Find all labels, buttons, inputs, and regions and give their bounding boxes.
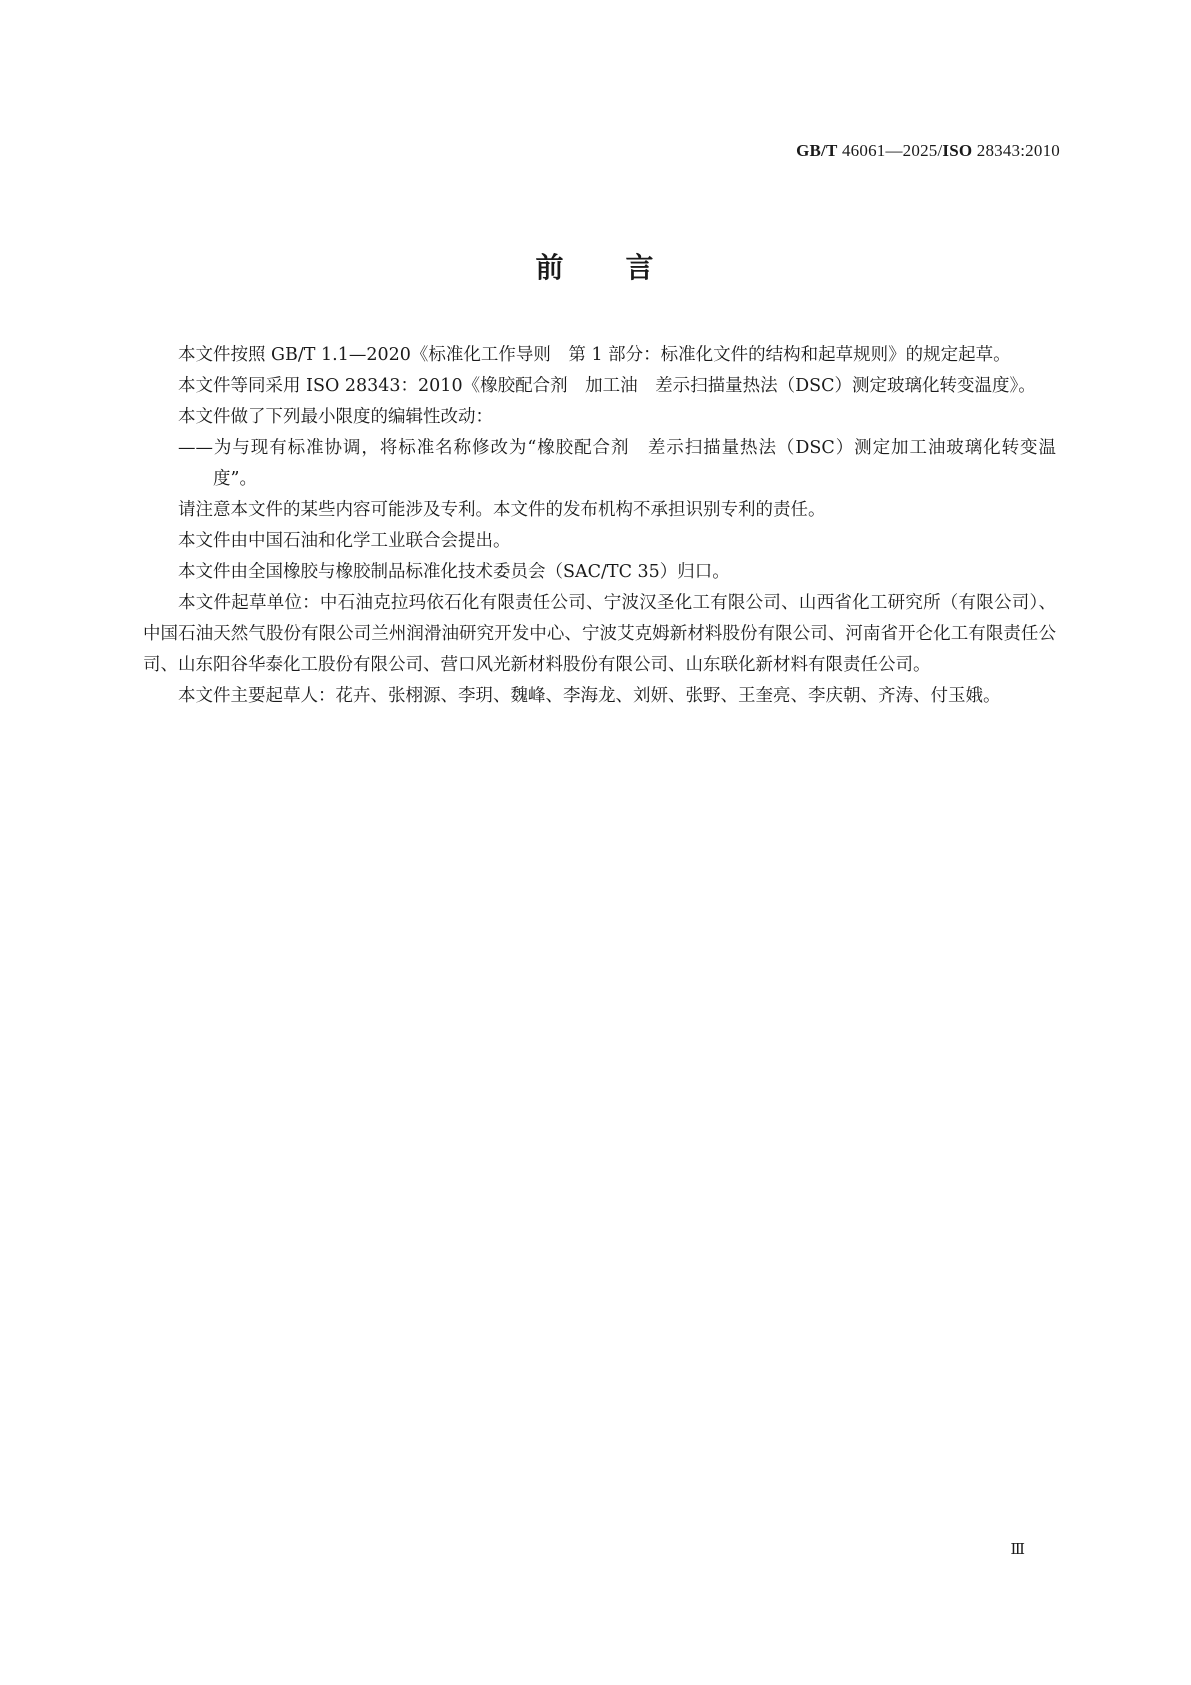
paragraph-editorial-changes: 本文件做了下列最小限度的编辑性改动：: [178, 407, 493, 427]
standard-code-header: [796, 141, 1060, 161]
page-number: Ⅲ: [1010, 1542, 1025, 1558]
paragraph-patent-notice: 请注意本文件的某些内容可能涉及专利。本文件的发布机构不承担识别专利的责任。: [178, 500, 826, 520]
paragraph-committee: 本文件由全国橡胶与橡胶制品标准化技术委员会（SAC/TC 35）归口。: [178, 562, 730, 582]
paragraph-drafting-units: 本文件起草单位：中石油克拉玛依石化有限责任公司、宁波汉圣化工有限公司、山西省化工研究所（有限公司）、中国石油天然气股份有限公司兰州润滑油研究开发中心、宁波艾克姆新材料股份有限公司、河南省开仑化工有限责任公司、山东阳谷华泰化工股份有限公司、营口风光新材料股份有限公司、山东联化新材料有限责任公司。: [143, 593, 1056, 675]
paragraph-adoption: 本文件等同采用 ISO 28343：2010《橡胶配合剂 加工油 差示扫描量热法（DSC）测定玻璃化转变温度》。: [178, 376, 1036, 396]
page-title: 前 言: [535, 251, 656, 284]
paragraph-drafters: 本文件主要起草人：花卉、张栩源、李玥、魏峰、李海龙、刘妍、张野、王奎亮、李庆朝、齐涛、付玉娥。: [178, 686, 1001, 706]
iso-number: 28343:2010: [972, 141, 1060, 160]
list-item-title-change: ——为与现有标准协调，将标准名称修改为“橡胶配合剂 差示扫描量热法（DSC）测定加工油玻璃化转变温度”。: [178, 438, 1056, 489]
standard-code-prefix: GB/T: [796, 141, 838, 160]
paragraph-proposer: 本文件由中国石油和化学工业联合会提出。: [178, 531, 511, 551]
paragraph-drafting-rules: 本文件按照 GB/T 1.1—2020《标准化工作导则 第 1 部分：标准化文件的结构和起草规则》的规定起草。: [178, 345, 1011, 365]
iso-prefix: ISO: [942, 141, 973, 160]
standard-code-number: 46061—2025/: [837, 141, 943, 160]
document-body: [143, 340, 1056, 712]
